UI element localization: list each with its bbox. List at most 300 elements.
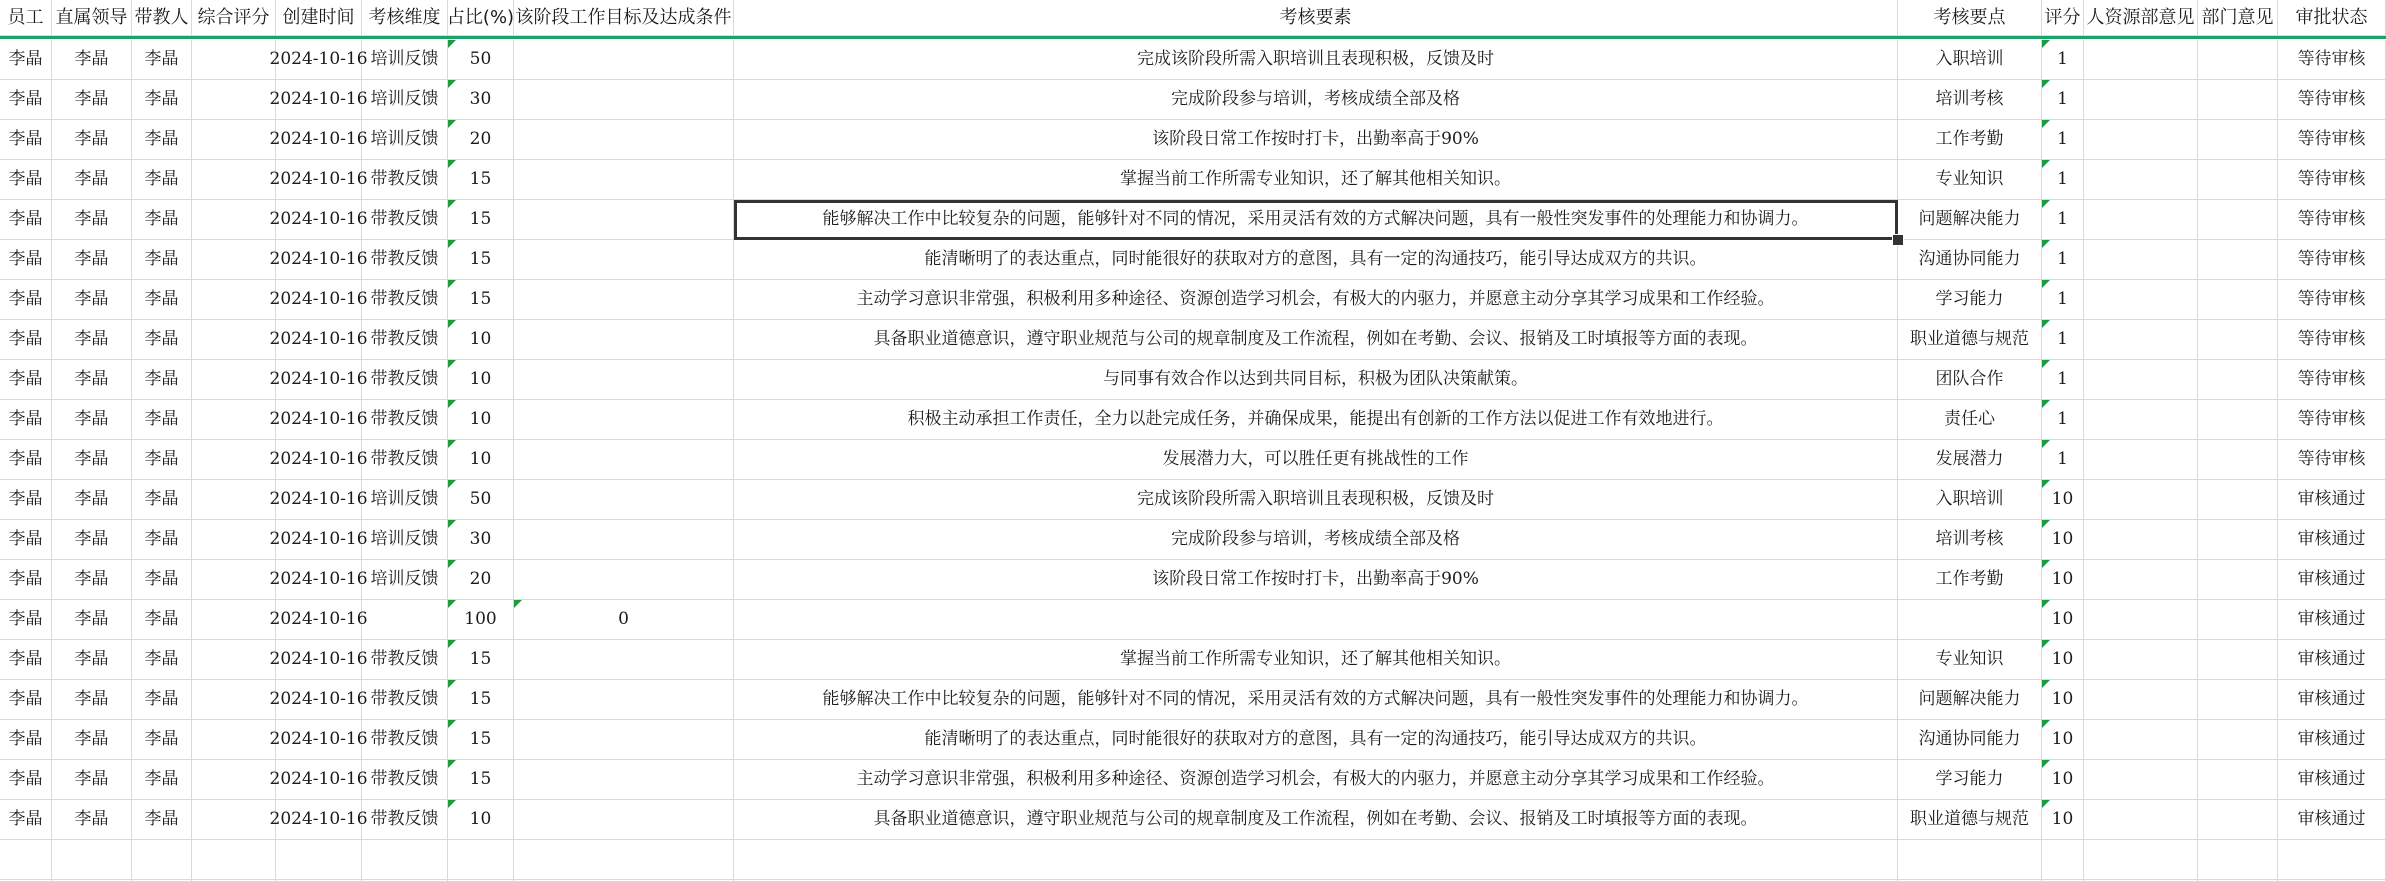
hr-opinion-cell[interactable] xyxy=(2084,800,2198,840)
dimension-cell[interactable]: 带教反馈 xyxy=(362,360,448,400)
ratio-cell[interactable]: 15 xyxy=(448,240,514,280)
score-cell[interactable] xyxy=(192,280,276,320)
stage-goal-cell[interactable] xyxy=(514,560,734,600)
dept-opinion-cell[interactable] xyxy=(2198,800,2278,840)
created-date-cell[interactable]: 2024-10-16 xyxy=(276,120,362,160)
employee-cell[interactable]: 李晶 xyxy=(0,80,52,120)
rating-cell[interactable]: 10 xyxy=(2042,520,2084,560)
hr-opinion-cell[interactable] xyxy=(2084,40,2198,80)
score-cell[interactable] xyxy=(192,640,276,680)
rating-cell[interactable]: 10 xyxy=(2042,560,2084,600)
rating-cell[interactable]: 1 xyxy=(2042,280,2084,320)
dimension-cell[interactable]: 培训反馈 xyxy=(362,80,448,120)
empty-cell[interactable] xyxy=(448,840,514,880)
stage-goal-cell[interactable] xyxy=(514,720,734,760)
ratio-cell[interactable]: 20 xyxy=(448,560,514,600)
score-cell[interactable] xyxy=(192,440,276,480)
ratio-cell[interactable]: 15 xyxy=(448,160,514,200)
assessment-point-cell[interactable]: 问题解决能力 xyxy=(1898,200,2042,240)
dept-opinion-cell[interactable] xyxy=(2198,760,2278,800)
approval-status-cell[interactable]: 等待审核 xyxy=(2278,80,2386,120)
created-date-cell[interactable]: 2024-10-16 xyxy=(276,520,362,560)
mentor-cell[interactable]: 李晶 xyxy=(132,80,192,120)
assessment-element-cell[interactable]: 能清晰明了的表达重点，同时能很好的获取对方的意图，具有一定的沟通技巧，能引导达成双方的共识。 xyxy=(734,720,1898,760)
assessment-element-cell[interactable]: 主动学习意识非常强，积极利用多种途径、资源创造学习机会，有极大的内驱力，并愿意主动分享其学习成果和工作经验。 xyxy=(734,280,1898,320)
assessment-element-cell[interactable]: 主动学习意识非常强，积极利用多种途径、资源创造学习机会，有极大的内驱力，并愿意主动分享其学习成果和工作经验。 xyxy=(734,760,1898,800)
hr-opinion-cell[interactable] xyxy=(2084,80,2198,120)
empty-cell[interactable] xyxy=(132,840,192,880)
column-header[interactable]: 该阶段工作目标及达成条件 xyxy=(514,0,734,36)
stage-goal-cell[interactable] xyxy=(514,400,734,440)
dept-opinion-cell[interactable] xyxy=(2198,40,2278,80)
score-cell[interactable] xyxy=(192,800,276,840)
stage-goal-cell[interactable] xyxy=(514,760,734,800)
manager-cell[interactable]: 李晶 xyxy=(52,760,132,800)
assessment-element-cell[interactable]: 能够解决工作中比较复杂的问题，能够针对不同的情况，采用灵活有效的方式解决问题，具有一般性突发事件的处理能力和协调力。 xyxy=(734,200,1898,240)
created-date-cell[interactable]: 2024-10-16 xyxy=(276,240,362,280)
assessment-element-cell[interactable]: 完成阶段参与培训，考核成绩全部及格 xyxy=(734,520,1898,560)
manager-cell[interactable]: 李晶 xyxy=(52,240,132,280)
assessment-point-cell[interactable]: 发展潜力 xyxy=(1898,440,2042,480)
stage-goal-cell[interactable] xyxy=(514,640,734,680)
created-date-cell[interactable]: 2024-10-16 xyxy=(276,80,362,120)
hr-opinion-cell[interactable] xyxy=(2084,240,2198,280)
ratio-cell[interactable]: 15 xyxy=(448,280,514,320)
stage-goal-cell[interactable] xyxy=(514,480,734,520)
stage-goal-cell[interactable] xyxy=(514,40,734,80)
empty-cell[interactable] xyxy=(52,840,132,880)
dimension-cell[interactable]: 带教反馈 xyxy=(362,160,448,200)
created-date-cell[interactable]: 2024-10-16 xyxy=(276,560,362,600)
column-header[interactable]: 部门意见 xyxy=(2198,0,2278,36)
manager-cell[interactable]: 李晶 xyxy=(52,520,132,560)
rating-cell[interactable]: 10 xyxy=(2042,800,2084,840)
column-header[interactable]: 人资源部意见 xyxy=(2084,0,2198,36)
rating-cell[interactable]: 10 xyxy=(2042,640,2084,680)
employee-cell[interactable]: 李晶 xyxy=(0,560,52,600)
assessment-element-cell[interactable]: 积极主动承担工作责任，全力以赴完成任务，并确保成果，能提出有创新的工作方法以促进工作有效地进行。 xyxy=(734,400,1898,440)
created-date-cell[interactable]: 2024-10-16 xyxy=(276,720,362,760)
dept-opinion-cell[interactable] xyxy=(2198,560,2278,600)
created-date-cell[interactable]: 2024-10-16 xyxy=(276,800,362,840)
stage-goal-cell[interactable] xyxy=(514,280,734,320)
manager-cell[interactable]: 李晶 xyxy=(52,80,132,120)
column-header[interactable]: 考核要素 xyxy=(734,0,1898,36)
manager-cell[interactable]: 李晶 xyxy=(52,280,132,320)
approval-status-cell[interactable]: 等待审核 xyxy=(2278,240,2386,280)
created-date-cell[interactable]: 2024-10-16 xyxy=(276,760,362,800)
assessment-element-cell[interactable]: 该阶段日常工作按时打卡，出勤率高于90% xyxy=(734,120,1898,160)
dimension-cell[interactable]: 带教反馈 xyxy=(362,200,448,240)
approval-status-cell[interactable]: 审核通过 xyxy=(2278,480,2386,520)
dept-opinion-cell[interactable] xyxy=(2198,600,2278,640)
column-header[interactable]: 员工 xyxy=(0,0,52,36)
stage-goal-cell[interactable] xyxy=(514,80,734,120)
assessment-point-cell[interactable]: 专业知识 xyxy=(1898,640,2042,680)
approval-status-cell[interactable]: 等待审核 xyxy=(2278,400,2386,440)
ratio-cell[interactable]: 10 xyxy=(448,440,514,480)
created-date-cell[interactable]: 2024-10-16 xyxy=(276,680,362,720)
employee-cell[interactable]: 李晶 xyxy=(0,480,52,520)
column-header[interactable]: 综合评分 xyxy=(192,0,276,36)
score-cell[interactable] xyxy=(192,40,276,80)
manager-cell[interactable]: 李晶 xyxy=(52,560,132,600)
column-header[interactable]: 带教人 xyxy=(132,0,192,36)
column-header[interactable]: 评分 xyxy=(2042,0,2084,36)
assessment-point-cell[interactable]: 学习能力 xyxy=(1898,280,2042,320)
ratio-cell[interactable]: 15 xyxy=(448,760,514,800)
created-date-cell[interactable]: 2024-10-16 xyxy=(276,600,362,640)
mentor-cell[interactable]: 李晶 xyxy=(132,800,192,840)
empty-cell[interactable] xyxy=(192,840,276,880)
rating-cell[interactable]: 10 xyxy=(2042,680,2084,720)
assessment-point-cell[interactable]: 工作考勤 xyxy=(1898,560,2042,600)
dimension-cell[interactable]: 培训反馈 xyxy=(362,560,448,600)
assessment-point-cell[interactable]: 培训考核 xyxy=(1898,80,2042,120)
dept-opinion-cell[interactable] xyxy=(2198,200,2278,240)
score-cell[interactable] xyxy=(192,240,276,280)
dept-opinion-cell[interactable] xyxy=(2198,120,2278,160)
dept-opinion-cell[interactable] xyxy=(2198,720,2278,760)
hr-opinion-cell[interactable] xyxy=(2084,160,2198,200)
created-date-cell[interactable]: 2024-10-16 xyxy=(276,200,362,240)
stage-goal-cell[interactable] xyxy=(514,320,734,360)
stage-goal-cell[interactable]: 0 xyxy=(514,600,734,640)
assessment-element-cell[interactable]: 完成该阶段所需入职培训且表现积极，反馈及时 xyxy=(734,480,1898,520)
dimension-cell[interactable]: 带教反馈 xyxy=(362,680,448,720)
employee-cell[interactable]: 李晶 xyxy=(0,680,52,720)
employee-cell[interactable]: 李晶 xyxy=(0,760,52,800)
dimension-cell[interactable]: 培训反馈 xyxy=(362,120,448,160)
mentor-cell[interactable]: 李晶 xyxy=(132,400,192,440)
employee-cell[interactable]: 李晶 xyxy=(0,640,52,680)
empty-cell[interactable] xyxy=(2084,840,2198,880)
rating-cell[interactable]: 1 xyxy=(2042,120,2084,160)
dimension-cell[interactable]: 带教反馈 xyxy=(362,400,448,440)
approval-status-cell[interactable]: 等待审核 xyxy=(2278,440,2386,480)
manager-cell[interactable]: 李晶 xyxy=(52,600,132,640)
score-cell[interactable] xyxy=(192,520,276,560)
score-cell[interactable] xyxy=(192,600,276,640)
assessment-point-cell[interactable]: 职业道德与规范 xyxy=(1898,800,2042,840)
mentor-cell[interactable]: 李晶 xyxy=(132,280,192,320)
score-cell[interactable] xyxy=(192,480,276,520)
assessment-point-cell[interactable]: 工作考勤 xyxy=(1898,120,2042,160)
rating-cell[interactable]: 1 xyxy=(2042,440,2084,480)
dept-opinion-cell[interactable] xyxy=(2198,360,2278,400)
manager-cell[interactable]: 李晶 xyxy=(52,680,132,720)
stage-goal-cell[interactable] xyxy=(514,520,734,560)
dimension-cell[interactable]: 带教反馈 xyxy=(362,440,448,480)
manager-cell[interactable]: 李晶 xyxy=(52,800,132,840)
mentor-cell[interactable]: 李晶 xyxy=(132,440,192,480)
mentor-cell[interactable]: 李晶 xyxy=(132,640,192,680)
stage-goal-cell[interactable] xyxy=(514,680,734,720)
dept-opinion-cell[interactable] xyxy=(2198,640,2278,680)
employee-cell[interactable]: 李晶 xyxy=(0,400,52,440)
stage-goal-cell[interactable] xyxy=(514,360,734,400)
manager-cell[interactable]: 李晶 xyxy=(52,360,132,400)
rating-cell[interactable]: 1 xyxy=(2042,200,2084,240)
employee-cell[interactable]: 李晶 xyxy=(0,360,52,400)
hr-opinion-cell[interactable] xyxy=(2084,520,2198,560)
score-cell[interactable] xyxy=(192,400,276,440)
approval-status-cell[interactable]: 等待审核 xyxy=(2278,280,2386,320)
empty-cell[interactable] xyxy=(1898,840,2042,880)
dimension-cell[interactable]: 带教反馈 xyxy=(362,720,448,760)
ratio-cell[interactable]: 50 xyxy=(448,40,514,80)
created-date-cell[interactable]: 2024-10-16 xyxy=(276,480,362,520)
approval-status-cell[interactable]: 审核通过 xyxy=(2278,680,2386,720)
created-date-cell[interactable]: 2024-10-16 xyxy=(276,280,362,320)
approval-status-cell[interactable]: 审核通过 xyxy=(2278,720,2386,760)
rating-cell[interactable]: 1 xyxy=(2042,160,2084,200)
ratio-cell[interactable]: 30 xyxy=(448,80,514,120)
mentor-cell[interactable]: 李晶 xyxy=(132,120,192,160)
created-date-cell[interactable]: 2024-10-16 xyxy=(276,640,362,680)
assessment-element-cell[interactable]: 掌握当前工作所需专业知识，还了解其他相关知识。 xyxy=(734,160,1898,200)
dimension-cell[interactable]: 带教反馈 xyxy=(362,240,448,280)
hr-opinion-cell[interactable] xyxy=(2084,400,2198,440)
mentor-cell[interactable]: 李晶 xyxy=(132,320,192,360)
column-header[interactable]: 审批状态 xyxy=(2278,0,2386,36)
mentor-cell[interactable]: 李晶 xyxy=(132,160,192,200)
assessment-element-cell[interactable]: 完成该阶段所需入职培训且表现积极，反馈及时 xyxy=(734,40,1898,80)
score-cell[interactable] xyxy=(192,560,276,600)
approval-status-cell[interactable]: 审核通过 xyxy=(2278,800,2386,840)
rating-cell[interactable]: 1 xyxy=(2042,400,2084,440)
dimension-cell[interactable]: 带教反馈 xyxy=(362,320,448,360)
ratio-cell[interactable]: 20 xyxy=(448,120,514,160)
mentor-cell[interactable]: 李晶 xyxy=(132,520,192,560)
employee-cell[interactable]: 李晶 xyxy=(0,160,52,200)
manager-cell[interactable]: 李晶 xyxy=(52,480,132,520)
mentor-cell[interactable]: 李晶 xyxy=(132,720,192,760)
hr-opinion-cell[interactable] xyxy=(2084,560,2198,600)
dimension-cell[interactable]: 带教反馈 xyxy=(362,760,448,800)
created-date-cell[interactable]: 2024-10-16 xyxy=(276,320,362,360)
mentor-cell[interactable]: 李晶 xyxy=(132,600,192,640)
manager-cell[interactable]: 李晶 xyxy=(52,200,132,240)
approval-status-cell[interactable]: 等待审核 xyxy=(2278,320,2386,360)
hr-opinion-cell[interactable] xyxy=(2084,720,2198,760)
created-date-cell[interactable]: 2024-10-16 xyxy=(276,360,362,400)
assessment-point-cell[interactable]: 专业知识 xyxy=(1898,160,2042,200)
hr-opinion-cell[interactable] xyxy=(2084,480,2198,520)
score-cell[interactable] xyxy=(192,320,276,360)
dimension-cell[interactable]: 带教反馈 xyxy=(362,800,448,840)
rating-cell[interactable]: 10 xyxy=(2042,720,2084,760)
employee-cell[interactable]: 李晶 xyxy=(0,440,52,480)
empty-cell[interactable] xyxy=(734,840,1898,880)
mentor-cell[interactable]: 李晶 xyxy=(132,360,192,400)
created-date-cell[interactable]: 2024-10-16 xyxy=(276,40,362,80)
stage-goal-cell[interactable] xyxy=(514,240,734,280)
approval-status-cell[interactable]: 等待审核 xyxy=(2278,200,2386,240)
empty-cell[interactable] xyxy=(2278,840,2386,880)
mentor-cell[interactable]: 李晶 xyxy=(132,760,192,800)
empty-cell[interactable] xyxy=(0,840,52,880)
assessment-element-cell[interactable]: 与同事有效合作以达到共同目标，积极为团队决策献策。 xyxy=(734,360,1898,400)
dimension-cell[interactable]: 培训反馈 xyxy=(362,480,448,520)
employee-cell[interactable]: 李晶 xyxy=(0,800,52,840)
assessment-point-cell[interactable]: 职业道德与规范 xyxy=(1898,320,2042,360)
assessment-point-cell[interactable] xyxy=(1898,600,2042,640)
mentor-cell[interactable]: 李晶 xyxy=(132,200,192,240)
ratio-cell[interactable]: 15 xyxy=(448,680,514,720)
assessment-point-cell[interactable]: 入职培训 xyxy=(1898,480,2042,520)
assessment-element-cell[interactable]: 具备职业道德意识，遵守职业规范与公司的规章制度及工作流程，例如在考勤、会议、报销及工时填报等方面的表现。 xyxy=(734,320,1898,360)
empty-cell[interactable] xyxy=(362,840,448,880)
manager-cell[interactable]: 李晶 xyxy=(52,320,132,360)
approval-status-cell[interactable]: 审核通过 xyxy=(2278,520,2386,560)
employee-cell[interactable]: 李晶 xyxy=(0,520,52,560)
mentor-cell[interactable]: 李晶 xyxy=(132,40,192,80)
rating-cell[interactable]: 1 xyxy=(2042,360,2084,400)
ratio-cell[interactable]: 50 xyxy=(448,480,514,520)
assessment-point-cell[interactable]: 问题解决能力 xyxy=(1898,680,2042,720)
score-cell[interactable] xyxy=(192,760,276,800)
stage-goal-cell[interactable] xyxy=(514,120,734,160)
assessment-point-cell[interactable]: 团队合作 xyxy=(1898,360,2042,400)
hr-opinion-cell[interactable] xyxy=(2084,640,2198,680)
employee-cell[interactable]: 李晶 xyxy=(0,200,52,240)
dimension-cell[interactable]: 带教反馈 xyxy=(362,280,448,320)
dept-opinion-cell[interactable] xyxy=(2198,80,2278,120)
dimension-cell[interactable]: 培训反馈 xyxy=(362,520,448,560)
approval-status-cell[interactable]: 审核通过 xyxy=(2278,760,2386,800)
dept-opinion-cell[interactable] xyxy=(2198,440,2278,480)
stage-goal-cell[interactable] xyxy=(514,800,734,840)
created-date-cell[interactable]: 2024-10-16 xyxy=(276,440,362,480)
approval-status-cell[interactable]: 等待审核 xyxy=(2278,120,2386,160)
dimension-cell[interactable]: 培训反馈 xyxy=(362,40,448,80)
assessment-point-cell[interactable]: 入职培训 xyxy=(1898,40,2042,80)
score-cell[interactable] xyxy=(192,200,276,240)
assessment-point-cell[interactable]: 学习能力 xyxy=(1898,760,2042,800)
column-header[interactable]: 考核维度 xyxy=(362,0,448,36)
column-header[interactable]: 直属领导 xyxy=(52,0,132,36)
column-header[interactable]: 考核要点 xyxy=(1898,0,2042,36)
hr-opinion-cell[interactable] xyxy=(2084,680,2198,720)
approval-status-cell[interactable]: 等待审核 xyxy=(2278,40,2386,80)
score-cell[interactable] xyxy=(192,720,276,760)
dept-opinion-cell[interactable] xyxy=(2198,520,2278,560)
hr-opinion-cell[interactable] xyxy=(2084,600,2198,640)
mentor-cell[interactable]: 李晶 xyxy=(132,680,192,720)
employee-cell[interactable]: 李晶 xyxy=(0,320,52,360)
assessment-point-cell[interactable]: 培训考核 xyxy=(1898,520,2042,560)
approval-status-cell[interactable]: 审核通过 xyxy=(2278,600,2386,640)
ratio-cell[interactable]: 15 xyxy=(448,640,514,680)
ratio-cell[interactable]: 10 xyxy=(448,800,514,840)
empty-cell[interactable] xyxy=(276,840,362,880)
mentor-cell[interactable]: 李晶 xyxy=(132,560,192,600)
hr-opinion-cell[interactable] xyxy=(2084,760,2198,800)
assessment-element-cell[interactable]: 该阶段日常工作按时打卡，出勤率高于90% xyxy=(734,560,1898,600)
score-cell[interactable] xyxy=(192,120,276,160)
dept-opinion-cell[interactable] xyxy=(2198,160,2278,200)
rating-cell[interactable]: 10 xyxy=(2042,760,2084,800)
rating-cell[interactable]: 1 xyxy=(2042,40,2084,80)
assessment-element-cell[interactable] xyxy=(734,600,1898,640)
rating-cell[interactable]: 1 xyxy=(2042,80,2084,120)
assessment-element-cell[interactable]: 能清晰明了的表达重点，同时能很好的获取对方的意图，具有一定的沟通技巧，能引导达成双方的共识。 xyxy=(734,240,1898,280)
manager-cell[interactable]: 李晶 xyxy=(52,720,132,760)
manager-cell[interactable]: 李晶 xyxy=(52,640,132,680)
approval-status-cell[interactable]: 等待审核 xyxy=(2278,160,2386,200)
dept-opinion-cell[interactable] xyxy=(2198,480,2278,520)
manager-cell[interactable]: 李晶 xyxy=(52,440,132,480)
hr-opinion-cell[interactable] xyxy=(2084,280,2198,320)
hr-opinion-cell[interactable] xyxy=(2084,440,2198,480)
employee-cell[interactable]: 李晶 xyxy=(0,120,52,160)
score-cell[interactable] xyxy=(192,160,276,200)
empty-cell[interactable] xyxy=(514,840,734,880)
created-date-cell[interactable]: 2024-10-16 xyxy=(276,400,362,440)
dept-opinion-cell[interactable] xyxy=(2198,680,2278,720)
score-cell[interactable] xyxy=(192,360,276,400)
column-header[interactable]: 创建时间 xyxy=(276,0,362,36)
manager-cell[interactable]: 李晶 xyxy=(52,40,132,80)
ratio-cell[interactable]: 10 xyxy=(448,360,514,400)
dept-opinion-cell[interactable] xyxy=(2198,400,2278,440)
column-header[interactable]: 占比(%) xyxy=(448,0,514,36)
stage-goal-cell[interactable] xyxy=(514,440,734,480)
employee-cell[interactable]: 李晶 xyxy=(0,280,52,320)
score-cell[interactable] xyxy=(192,80,276,120)
hr-opinion-cell[interactable] xyxy=(2084,320,2198,360)
assessment-point-cell[interactable]: 沟通协同能力 xyxy=(1898,720,2042,760)
empty-cell[interactable] xyxy=(2198,840,2278,880)
employee-cell[interactable]: 李晶 xyxy=(0,240,52,280)
approval-status-cell[interactable]: 等待审核 xyxy=(2278,360,2386,400)
employee-cell[interactable]: 李晶 xyxy=(0,600,52,640)
dept-opinion-cell[interactable] xyxy=(2198,320,2278,360)
hr-opinion-cell[interactable] xyxy=(2084,360,2198,400)
ratio-cell[interactable]: 15 xyxy=(448,720,514,760)
dept-opinion-cell[interactable] xyxy=(2198,240,2278,280)
hr-opinion-cell[interactable] xyxy=(2084,200,2198,240)
assessment-element-cell[interactable]: 掌握当前工作所需专业知识，还了解其他相关知识。 xyxy=(734,640,1898,680)
assessment-element-cell[interactable]: 具备职业道德意识，遵守职业规范与公司的规章制度及工作流程，例如在考勤、会议、报销及工时填报等方面的表现。 xyxy=(734,800,1898,840)
rating-cell[interactable]: 1 xyxy=(2042,320,2084,360)
mentor-cell[interactable]: 李晶 xyxy=(132,480,192,520)
rating-cell[interactable]: 1 xyxy=(2042,240,2084,280)
fill-handle[interactable] xyxy=(1892,234,1904,246)
assessment-element-cell[interactable]: 发展潜力大，可以胜任更有挑战性的工作 xyxy=(734,440,1898,480)
rating-cell[interactable]: 10 xyxy=(2042,480,2084,520)
manager-cell[interactable]: 李晶 xyxy=(52,120,132,160)
rating-cell[interactable]: 10 xyxy=(2042,600,2084,640)
stage-goal-cell[interactable] xyxy=(514,160,734,200)
stage-goal-cell[interactable] xyxy=(514,200,734,240)
ratio-cell[interactable]: 30 xyxy=(448,520,514,560)
created-date-cell[interactable]: 2024-10-16 xyxy=(276,160,362,200)
assessment-point-cell[interactable]: 责任心 xyxy=(1898,400,2042,440)
dept-opinion-cell[interactable] xyxy=(2198,280,2278,320)
assessment-element-cell[interactable]: 能够解决工作中比较复杂的问题，能够针对不同的情况，采用灵活有效的方式解决问题，具有一般性突发事件的处理能力和协调力。 xyxy=(734,680,1898,720)
ratio-cell[interactable]: 10 xyxy=(448,400,514,440)
employee-cell[interactable]: 李晶 xyxy=(0,40,52,80)
ratio-cell[interactable]: 10 xyxy=(448,320,514,360)
ratio-cell[interactable]: 15 xyxy=(448,200,514,240)
hr-opinion-cell[interactable] xyxy=(2084,120,2198,160)
score-cell[interactable] xyxy=(192,680,276,720)
dimension-cell[interactable]: 带教反馈 xyxy=(362,640,448,680)
approval-status-cell[interactable]: 审核通过 xyxy=(2278,640,2386,680)
manager-cell[interactable]: 李晶 xyxy=(52,400,132,440)
